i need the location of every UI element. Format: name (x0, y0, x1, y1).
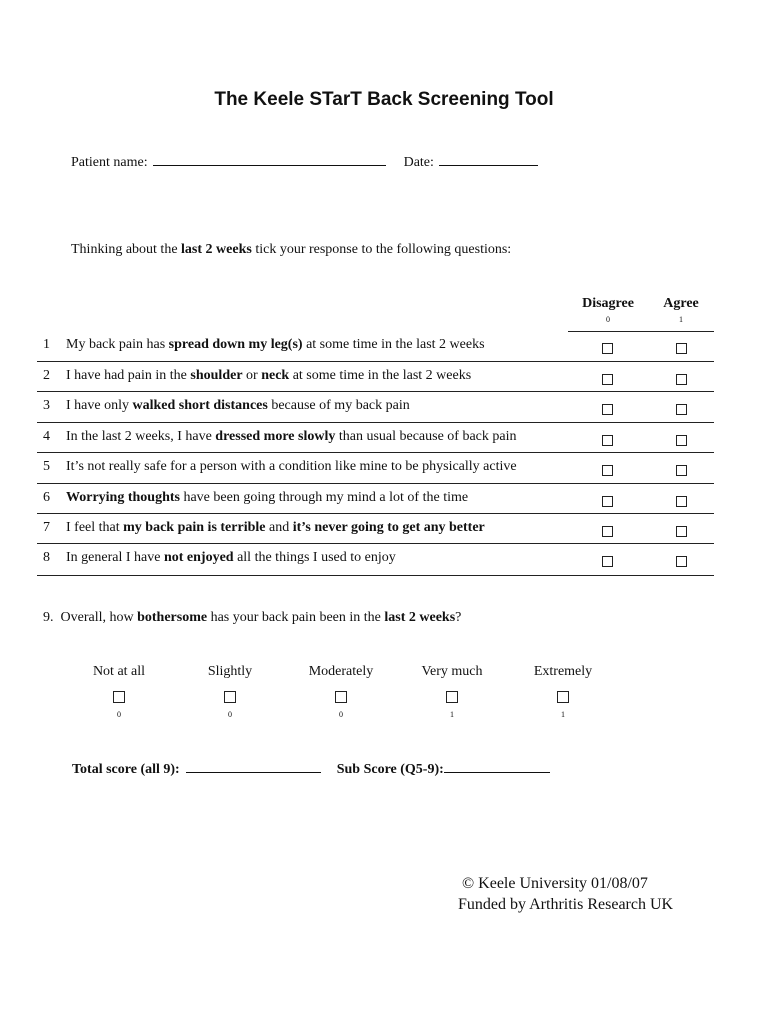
q9-option-checkbox-moderately[interactable] (335, 691, 347, 703)
disagree-checkbox[interactable] (602, 374, 613, 385)
q9-option-label: Slightly (207, 664, 253, 679)
q9-option-label: Very much (421, 664, 483, 679)
question-text: I have had pain in the shoulder or neck at some time in the last 2 weeks (66, 368, 472, 383)
score-line (72, 760, 550, 778)
agree-checkbox[interactable] (676, 465, 687, 476)
agree-checkbox[interactable] (676, 526, 687, 537)
disagree-checkbox[interactable] (602, 435, 613, 446)
q9-option-score: 1 (450, 710, 454, 719)
question-text: In general I have not enjoyed all the things I used to enjoy (66, 550, 396, 565)
question-text: It’s not really safe for a person with a condition like mine to be physically active (66, 459, 517, 474)
question-text: I feel that my back pain is terrible and it’s never going to get any better (66, 520, 485, 535)
form-title: The Keele STarT Back Screening Tool (214, 89, 554, 110)
question-row-1: 1 My back pain has spread down my leg(s) at some time in the last 2 weeks (37, 331, 714, 361)
q9-option-score: 0 (117, 710, 121, 719)
question-row-8: 8 In general I have not enjoyed all the things I used to enjoy (37, 543, 714, 576)
question-text: My back pain has spread down my leg(s) at some time in the last 2 weeks (66, 337, 485, 352)
question-text: In the last 2 weeks, I have dressed more slowly than usual because of back pain (66, 429, 517, 444)
question-text: I have only walked short distances because of my back pain (66, 398, 410, 413)
agree-checkbox[interactable] (676, 435, 687, 446)
agree-score: 1 (679, 315, 683, 324)
question-row-3: 3 I have only walked short distances because of my back pain (37, 391, 714, 422)
patient-name-label: Patient name: (71, 155, 148, 170)
agree-checkbox[interactable] (676, 404, 687, 415)
q9-option-label: Not at all (92, 664, 146, 679)
date-field[interactable] (439, 153, 538, 166)
disagree-score: 0 (606, 315, 610, 324)
date-label: Date: (403, 155, 434, 170)
q9-option-label: Extremely (533, 664, 593, 679)
q9-option-checkbox-slightly[interactable] (224, 691, 236, 703)
patient-date-line (71, 153, 538, 171)
q9-option-checkbox-extremely[interactable] (557, 691, 569, 703)
disagree-checkbox[interactable] (602, 465, 613, 476)
funding-text: Funded by Arthritis Research UK (458, 896, 674, 913)
question-row-5: 5 It’s not really safe for a person with a condition like mine to be physically active (37, 452, 714, 483)
disagree-checkbox[interactable] (602, 496, 613, 507)
disagree-header: Disagree (582, 296, 634, 311)
disagree-checkbox[interactable] (602, 343, 613, 354)
agree-checkbox[interactable] (676, 556, 687, 567)
sub-score-field[interactable] (444, 760, 550, 773)
disagree-checkbox[interactable] (602, 404, 613, 415)
total-score-field[interactable] (186, 760, 321, 773)
copyright-text: © Keele University 01/08/07 (462, 875, 648, 892)
disagree-checkbox[interactable] (602, 526, 613, 537)
question-row-6: 6 Worrying thoughts have been going through my mind a lot of the time (37, 483, 714, 514)
q9-option-checkbox-very-much[interactable] (446, 691, 458, 703)
q9-option-label: Moderately (308, 664, 374, 679)
agree-header: Agree (663, 296, 699, 311)
question-row-7: 7 I feel that my back pain is terrible and it’s never going to get any better (37, 513, 714, 544)
question-row-4: 4 In the last 2 weeks, I have dressed more slowly than usual because of back pain (37, 422, 714, 453)
instruction-text: Thinking about the last 2 weeks tick your response to the following questions: (71, 242, 512, 257)
q9-option-score: 0 (228, 710, 232, 719)
q9-option-score: 0 (339, 710, 343, 719)
question-row-2: 2 I have had pain in the shoulder or neck at some time in the last 2 weeks (37, 361, 714, 392)
question-9: 9. Overall, how bothersome has your back pain been in the last 2 weeks? (43, 610, 462, 625)
total-score-label: Total score (all 9): (72, 762, 180, 777)
question-text: Worrying thoughts have been going through my mind a lot of the time (66, 490, 469, 505)
sub-score-label: Sub Score (Q5-9): (336, 762, 444, 777)
patient-name-field[interactable] (153, 153, 386, 166)
q9-option-checkbox-not-at-all[interactable] (113, 691, 125, 703)
agree-checkbox[interactable] (676, 496, 687, 507)
q9-option-score: 1 (561, 710, 565, 719)
disagree-checkbox[interactable] (602, 556, 613, 567)
agree-checkbox[interactable] (676, 374, 687, 385)
agree-checkbox[interactable] (676, 343, 687, 354)
